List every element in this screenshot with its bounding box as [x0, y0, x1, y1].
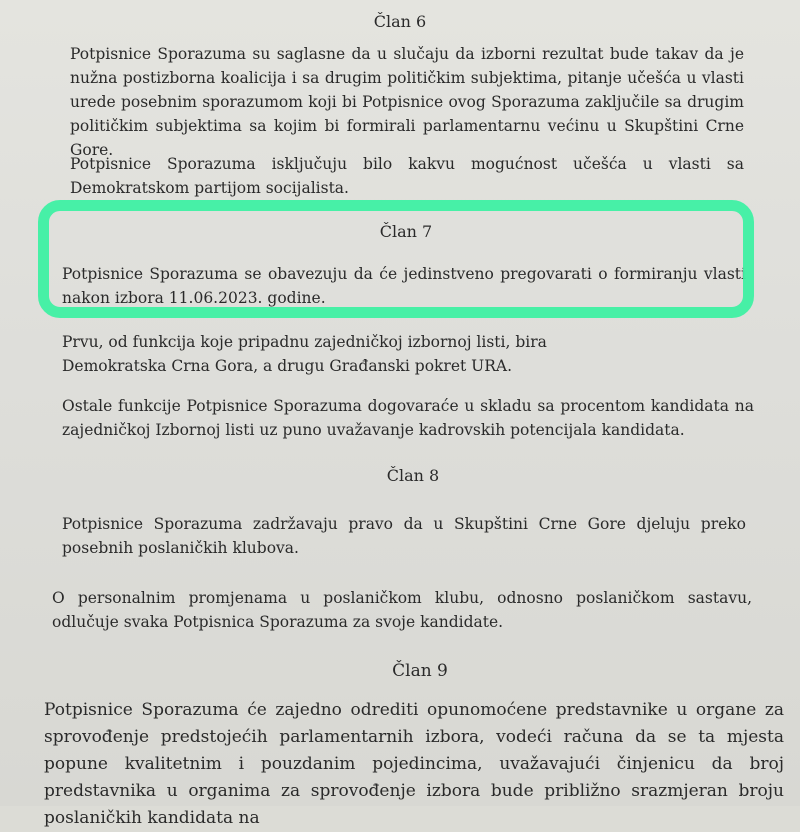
- article-7-heading: Član 7: [379, 222, 433, 241]
- green-highlight-box: [38, 200, 754, 318]
- article-9-paragraph-1: Potpisnice Sporazuma će zajedno odrediti opunomoćene predstavnike u organe za sprovođenje predstojećih parlamentarnih izbora, vodeći računa da se ta mjesta popune kvalitetnim i pouzdanim pojedincima, uvažavajući činjenicu da broj predstavnika u organima za sprovođenje izbora bude približno srazmjeran broju poslaničkih kandidata na: [44, 700, 784, 828]
- article-6-paragraph-1: Potpisnice Sporazuma su saglasne da u slučaju da izborni rezultat bude takav da je nužna postizborna koalicija i sa drugim političkim subjektima, pitanje učešća u vlasti urede posebnim sporazumom koji bi Potpisnice ovog Sporazuma zaključile sa drugim političkim subjektima sa kojim bi formirali parlamentarnu većinu u Skupštini Crne Gore.: [70, 45, 744, 159]
- article-6-heading: Član 6: [373, 12, 427, 31]
- article-6-paragraph-2: Potpisnice Sporazuma isključuju bilo kakvu mogućnost učešća u vlasti sa Demokratskom partijom socijalista.: [70, 155, 744, 197]
- article-7-paragraph-2-line-2: Demokratska Crna Gora, a drugu Građanski pokret URA.: [62, 357, 513, 375]
- article-7-paragraph-3: Ostale funkcije Potpisnice Sporazuma dogovaraće u skladu sa procentom kandidata na zajedničkoj Izbornoj listi uz puno uvažavanje kadrovskih potencijala kandidata.: [62, 397, 754, 439]
- article-8-heading: Član 8: [386, 466, 440, 485]
- article-7-paragraph-1: Potpisnice Sporazuma se obavezuju da će jedinstveno pregovarati o formiranju vlasti nakon izbora 11.06.2023. godine.: [62, 265, 746, 307]
- article-7-paragraph-2-line-1: Prvu, od funkcija koje pripadnu zajedničkoj izbornoj listi, bira: [62, 333, 547, 351]
- article-8-paragraph-2: O personalnim promjenama u poslaničkom klubu, odnosno poslaničkom sastavu, odlučuje svaka Potpisnica Sporazuma za svoje kandidate.: [52, 589, 752, 631]
- article-8-paragraph-1: Potpisnice Sporazuma zadržavaju pravo da u Skupštini Crne Gore djeluju preko posebnih poslaničkih klubova.: [62, 515, 746, 557]
- article-9-heading: Član 9: [392, 661, 448, 681]
